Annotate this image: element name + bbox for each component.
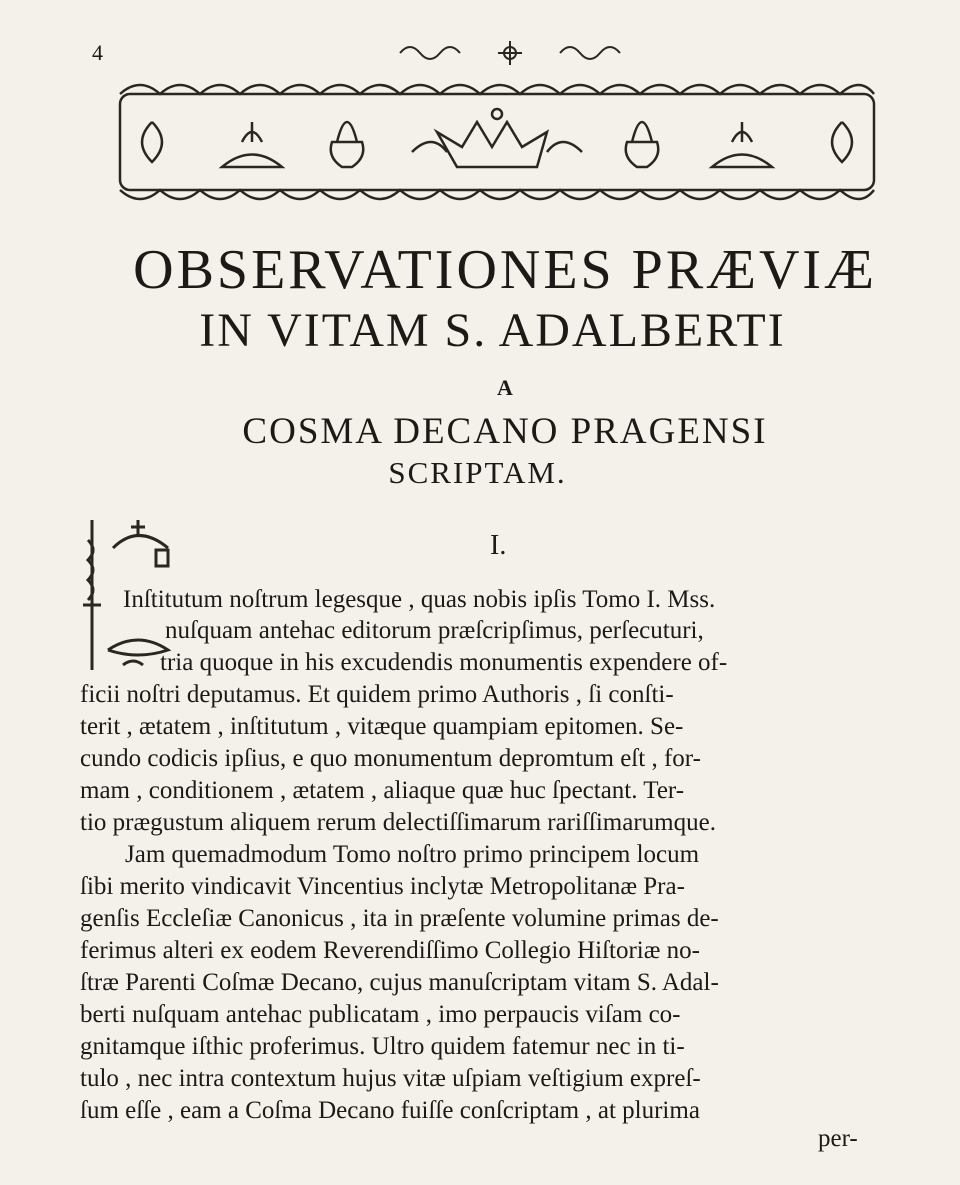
title-line-4: SCRIPTAM. — [388, 455, 567, 490]
body-line: Inſtitutum noſtrum legesque , quas nobis ipſis Tomo I. Mss. — [123, 586, 716, 613]
section-numeral: I. — [490, 530, 507, 561]
body-line: mam , conditionem , ætatem , aliaque quæ huc ſpectant. Ter- — [80, 777, 685, 804]
floral-fleuron-icon — [385, 38, 635, 68]
body-line: ſibi merito vindicavit Vincentius inclytæ Metropolitanæ Pra- — [80, 873, 685, 900]
body-line: tio prægustum aliquem rerum delectiſſimarum rariſſimarumque. — [80, 809, 716, 836]
body-line: genſis Eccleſiæ Canonicus , ita in præſente volumine primas de- — [80, 905, 719, 932]
body-line: berti nuſquam antehac publicatam , imo perpaucis viſam co- — [80, 1001, 681, 1028]
body-line: ferimus alteri ex eodem Reverendiſſimo Collegio Hiſtoriæ no- — [80, 937, 700, 964]
title-line-2: IN VITAM S. ADALBERTI — [199, 304, 786, 357]
body-line: tria quoque in his excudendis monumentis expendere of- — [160, 649, 728, 676]
body-line: terit , ætatem , inſtitutum , vitæque quampiam epitomen. Se- — [80, 713, 684, 740]
body-line: Jam quemadmodum Tomo noſtro primo principem locum — [125, 841, 700, 868]
body-line: ſtræ Parenti Coſmæ Decano, cujus manuſcriptam vitam S. Adal- — [80, 969, 719, 996]
body-line: tulo , nec intra contextum hujus vitæ uſpiam veſtigium expreſ- — [80, 1065, 701, 1092]
catchword: per- — [818, 1125, 858, 1152]
body-line: cundo codicis ipſius, e quo monumentum depromtum eſt , for- — [80, 745, 701, 772]
body-line: ſum eſſe , eam a Coſma Decano fuiſſe conſcriptam , at plurima — [80, 1097, 700, 1124]
page-number: 4 — [92, 40, 103, 65]
title-line-3: COSMA DECANO PRAGENSI — [242, 411, 768, 452]
title-line-1: OBSERVATIONES PRÆVIÆ — [133, 239, 877, 301]
crown-and-vase-banner-icon — [112, 72, 882, 212]
body-line: ficii noſtri deputamus. Et quidem primo Authoris , ſi conſti- — [80, 681, 674, 708]
title-a: A — [497, 375, 513, 400]
body-line: gnitamque iſthic proferimus. Ultro quidem fatemur nec in ti- — [80, 1033, 685, 1060]
body-line: nuſquam antehac editorum præſcripſimus, perſecuturi, — [165, 617, 704, 644]
